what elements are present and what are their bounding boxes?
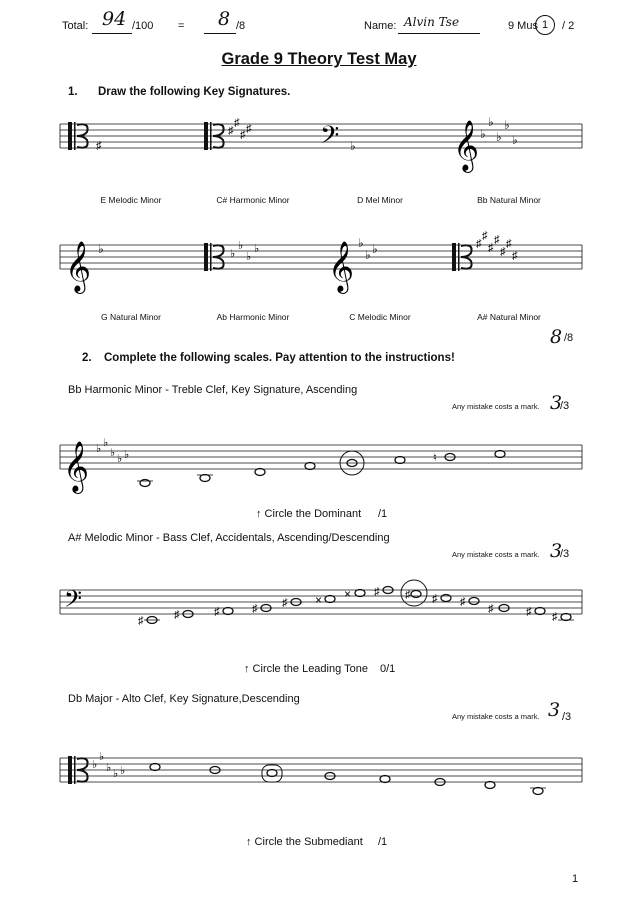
flat-icon: ♭ <box>504 118 510 132</box>
scale2-score: 3 <box>550 540 563 562</box>
sharp-icon: ♯ <box>500 246 506 258</box>
key-label: E Melodic Minor <box>100 195 162 205</box>
natural-icon: ♮ <box>433 452 437 464</box>
sharp-icon: ♯ <box>282 597 288 609</box>
sharp-icon: ♯ <box>460 596 466 608</box>
note <box>495 451 505 458</box>
flat-icon: ♭ <box>98 242 104 256</box>
double-sharp-icon: × <box>344 587 352 601</box>
flat-icon: ♭ <box>103 437 109 449</box>
sharp-icon: ♯ <box>234 117 240 129</box>
scale3-staff <box>60 748 582 808</box>
flat-icon: ♭ <box>358 236 364 250</box>
scale3-mistake-note: Any mistake costs a mark. <box>452 712 540 721</box>
flat-icon: ♭ <box>512 133 518 147</box>
sharp-icon: ♯ <box>96 140 102 152</box>
note <box>325 596 335 603</box>
flat-icon: ♭ <box>480 127 486 141</box>
flat-icon: ♭ <box>488 115 494 129</box>
equals-sign: = <box>178 20 185 32</box>
key-signature-staff-row1 <box>60 112 582 172</box>
sharp-icon: ♯ <box>174 609 180 621</box>
note <box>355 590 365 597</box>
name-label: Name: <box>364 20 397 32</box>
submediant-circle <box>262 765 282 782</box>
scale3-circle-score: /1 <box>378 836 388 848</box>
sharp-icon: ♯ <box>405 589 411 601</box>
class-number: 1 <box>535 15 555 35</box>
total-underline <box>92 33 132 34</box>
total-label: Total: <box>62 20 89 32</box>
note <box>150 764 160 771</box>
flat-icon: ♭ <box>120 765 126 777</box>
note <box>441 595 451 602</box>
scale3-circle-prompt: ↑ Circle the Submediant <box>246 836 363 848</box>
sharp-icon: ♯ <box>512 250 518 262</box>
flat-icon: ♭ <box>92 759 98 771</box>
q2-number: 2. <box>82 352 92 364</box>
treble-clef-icon: 𝄞 <box>65 242 92 291</box>
scale2-score-max: /3 <box>560 548 570 560</box>
scale1-title: Bb Harmonic Minor - Treble Clef, Key Signature, Ascending <box>68 384 358 396</box>
key-label: A# Natural Minor <box>477 312 541 322</box>
name-value: Alvin Tse <box>404 15 460 29</box>
treble-clef-icon: 𝄞 <box>453 121 480 170</box>
scale1-circle-prompt: ↑ Circle the Dominant <box>256 508 362 520</box>
scale1-score-max: /3 <box>560 400 570 412</box>
scale2-circle-score: 0/1 <box>380 663 396 675</box>
note <box>395 457 405 464</box>
page-number: 1 <box>572 873 579 885</box>
flat-icon: ♭ <box>99 751 105 763</box>
sharp-icon: ♯ <box>488 242 494 254</box>
key-label: C# Harmonic Minor <box>216 195 290 205</box>
flat-icon: ♭ <box>350 139 356 153</box>
flat-icon: ♭ <box>496 130 502 144</box>
flat-icon: ♭ <box>117 453 123 465</box>
scale2-circle-prompt: ↑ Circle the Leading Tone <box>244 663 368 675</box>
flat-icon: ♭ <box>254 243 260 255</box>
sharp-icon: ♯ <box>252 603 258 615</box>
treble-clef-icon: 𝄞 <box>63 442 90 491</box>
sharp-icon: ♯ <box>552 611 558 623</box>
sharp-icon: ♯ <box>138 615 144 627</box>
scale3-score: 3 <box>548 699 561 721</box>
sharp-icon: ♯ <box>228 125 234 137</box>
scale2-title: A# Melodic Minor - Bass Clef, Accidentals, Ascending/Descending <box>68 532 390 544</box>
note <box>469 598 479 605</box>
key-label: D Mel Minor <box>357 195 403 205</box>
sharp-icon: ♯ <box>432 593 438 605</box>
bass-clef-icon: 𝄢 <box>320 122 340 155</box>
sharp-icon: ♯ <box>240 129 246 141</box>
q1-number: 1. <box>68 86 78 98</box>
sharp-icon: ♯ <box>494 234 500 246</box>
note <box>535 608 545 615</box>
score-underline <box>204 33 236 34</box>
note <box>305 463 315 470</box>
score-max: /8 <box>236 20 246 32</box>
note <box>561 614 571 621</box>
sharp-icon: ♯ <box>526 606 532 618</box>
key-label: Bb Natural Minor <box>477 195 541 205</box>
score-value: 8 <box>218 8 231 30</box>
flat-icon: ♭ <box>372 242 378 256</box>
sharp-icon: ♯ <box>214 606 220 618</box>
note <box>223 608 233 615</box>
flat-icon: ♭ <box>106 762 112 774</box>
flat-icon: ♭ <box>365 248 371 262</box>
note <box>140 480 150 487</box>
q1-heading: Draw the following Key Signatures. <box>98 86 291 98</box>
total-value: 94 <box>102 8 127 30</box>
name-underline <box>398 33 480 34</box>
note <box>533 788 543 795</box>
page-fraction: / 2 <box>562 20 575 32</box>
note <box>380 776 390 783</box>
total-max: /100 <box>132 20 154 32</box>
sharp-icon: ♯ <box>476 238 482 250</box>
scale1-score: 3 <box>550 392 563 414</box>
scale1-mistake-note: Any mistake costs a mark. <box>452 402 540 411</box>
flat-icon: ♭ <box>113 768 119 780</box>
flat-icon: ♭ <box>124 449 130 461</box>
key-signature-staff-row2 <box>60 225 582 295</box>
page-title: Grade 9 Theory Test May <box>221 50 417 68</box>
sharp-icon: ♯ <box>374 586 380 598</box>
note <box>485 782 495 789</box>
q2-heading: Complete the following scales. Pay attention to the instructions! <box>104 352 455 364</box>
note <box>200 475 210 482</box>
scale3-title: Db Major - Alto Clef, Key Signature,Descending <box>68 693 300 705</box>
sharp-icon: ♯ <box>482 230 488 242</box>
class-label: 9 Mus <box>508 20 538 32</box>
flat-icon: ♭ <box>110 447 116 459</box>
sharp-icon: ♯ <box>488 603 494 615</box>
sharp-icon: ♯ <box>506 238 512 250</box>
scale1-staff <box>60 430 582 495</box>
double-sharp-icon: × <box>315 593 323 607</box>
flat-icon: ♭ <box>230 248 236 260</box>
note <box>267 770 277 777</box>
bass-clef-icon: 𝄢 <box>64 586 83 617</box>
flat-icon: ♭ <box>238 240 244 252</box>
flat-icon: ♭ <box>246 251 252 263</box>
treble-clef-icon: 𝄞 <box>328 242 355 291</box>
key-label: Ab Harmonic Minor <box>216 312 290 322</box>
key-label: C Melodic Minor <box>349 312 411 322</box>
q1-score-max: /8 <box>564 332 574 344</box>
q1-score: 8 <box>550 326 563 348</box>
scale2-staff <box>60 580 582 640</box>
flat-icon: ♭ <box>96 443 102 455</box>
note <box>411 591 421 598</box>
key-label: G Natural Minor <box>101 312 161 322</box>
note <box>255 469 265 476</box>
scale3-score-max: /3 <box>562 711 572 723</box>
scale1-circle-score: /1 <box>378 508 388 520</box>
scale2-mistake-note: Any mistake costs a mark. <box>452 550 540 559</box>
sharp-icon: ♯ <box>246 123 252 135</box>
